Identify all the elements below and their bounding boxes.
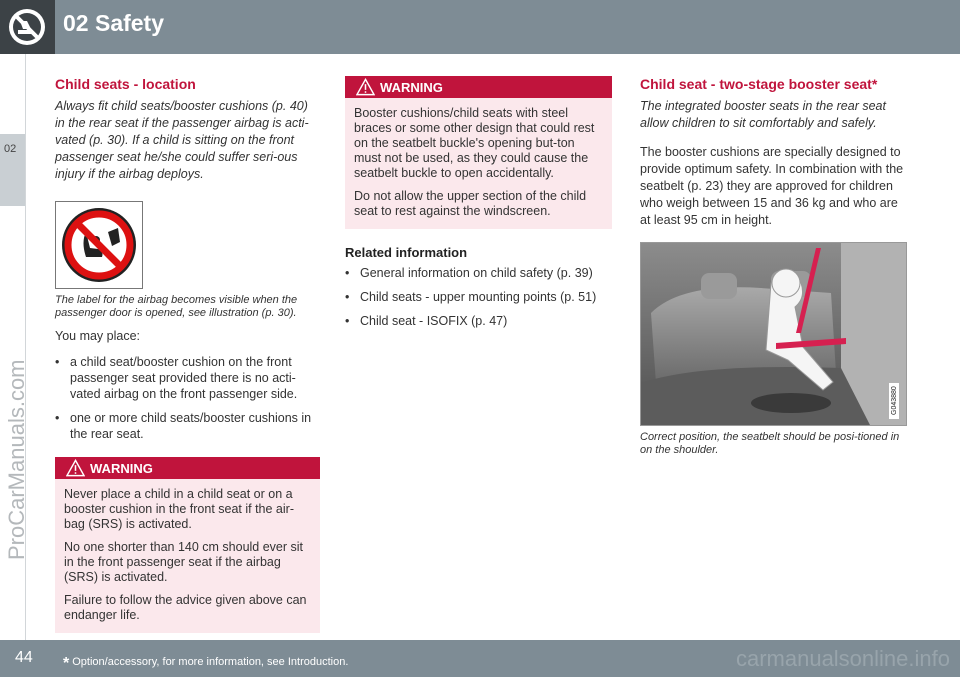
section-title: Child seat - two-stage booster seat* (640, 76, 878, 92)
airbag-off-icon (0, 0, 55, 54)
warning-header (345, 76, 612, 98)
warning-title: WARNING (90, 461, 153, 476)
warning-paragraph: Failure to follow the advice given above can endanger life. (64, 593, 307, 622)
booster-seat-photo (640, 242, 907, 426)
related-link[interactable]: • Child seats - upper mounting points (p. 51) (345, 290, 597, 304)
column-child-seat-location (55, 76, 320, 633)
warning-paragraph: No one shorter than 140 cm should ever sit in the front passenger seat if the airbag (SRS) is activated. (64, 540, 304, 584)
sidebar-divider (25, 54, 26, 654)
warning-header (55, 457, 320, 479)
photo-caption: Correct position, the seatbelt should be posi-tioned in on the shoulder. (640, 431, 900, 456)
page-number: 44 (15, 649, 33, 666)
section-body: The booster cushions are specially designed to provide optimum safety. In combination with the seatbelt (p. 23) they are approved for children who weigh between 15 and 36 kg and who are at least 95 cm in height. (640, 145, 904, 227)
section-intro: Always fit child seats/booster cushions (p. 40) in the rear seat if the passenger airbag is acti-vated (p. 30). If a child is sitting on the front passenger seat he/she could suffer seri-ous injury if the airbag deploys. (55, 99, 309, 181)
warning-triangle-icon (66, 459, 85, 477)
related-links-list (345, 265, 612, 329)
related-link[interactable]: • Child seat - ISOFIX (p. 47) (345, 314, 508, 328)
footer-watermark: carmanualsonline.info (735, 646, 950, 671)
bullet-glyph: • (55, 355, 60, 369)
related-link[interactable]: • General information on child safety (p. 39) (345, 266, 593, 280)
asterisk: * (63, 655, 70, 672)
placement-list (55, 354, 320, 442)
warning-triangle-icon (356, 78, 375, 96)
footer-note: * Option/accessory, for more information, see Introduction. (63, 655, 349, 672)
section-title: Child seats - location (55, 76, 196, 92)
warning-title: WARNING (380, 80, 443, 95)
photo-code-label: G043880 (891, 386, 898, 415)
section-intro: The integrated booster seats in the rear seat allow children to sit comfortably and safely. (640, 99, 886, 130)
page-header (0, 0, 960, 54)
related-information-title: Related information (345, 245, 468, 260)
chapter-tab-label: 02 (4, 143, 17, 155)
column-booster-seat (640, 76, 907, 457)
warning-body (345, 98, 612, 229)
bullet-glyph: • (345, 314, 350, 328)
side-watermark: ProCarManuals.com (4, 359, 29, 560)
chapter-tab[interactable] (0, 134, 25, 206)
page-footer (0, 640, 960, 677)
bullet-glyph: • (345, 266, 350, 280)
list-item: • a child seat/booster cushion on the front passenger seat provided there is no acti-vated airbag on the front passenger side. (55, 355, 298, 401)
column-warning-related (345, 76, 612, 337)
warning-paragraph: Never place a child in a child seat or on a booster cushion in the front seat if the air-bag (SRS) is activated. (64, 487, 294, 531)
label-caption: The label for the airbag becomes visible when the passenger door is opened, see illustration (p. 30). (55, 294, 298, 319)
page-title: 02 Safety (63, 10, 165, 36)
bullet-glyph: • (55, 411, 60, 425)
airbag-warning-label-image (55, 201, 143, 289)
bullet-glyph: • (345, 290, 350, 304)
warning-box (55, 457, 320, 633)
warning-box (345, 76, 612, 229)
warning-paragraph: Do not allow the upper section of the child seat to rest against the windscreen. (354, 189, 587, 218)
list-item: • one or more child seats/booster cushions in the rear seat. (55, 411, 312, 441)
warning-paragraph: Booster cushions/child seats with steel braces or some other design that could rest on the seatbelt buckle's opening but-ton must not be used, as they could cause the seatbelt buckle to open accidentally. (354, 106, 595, 180)
you-may-text: You may place: (55, 329, 141, 343)
warning-body (55, 479, 320, 633)
